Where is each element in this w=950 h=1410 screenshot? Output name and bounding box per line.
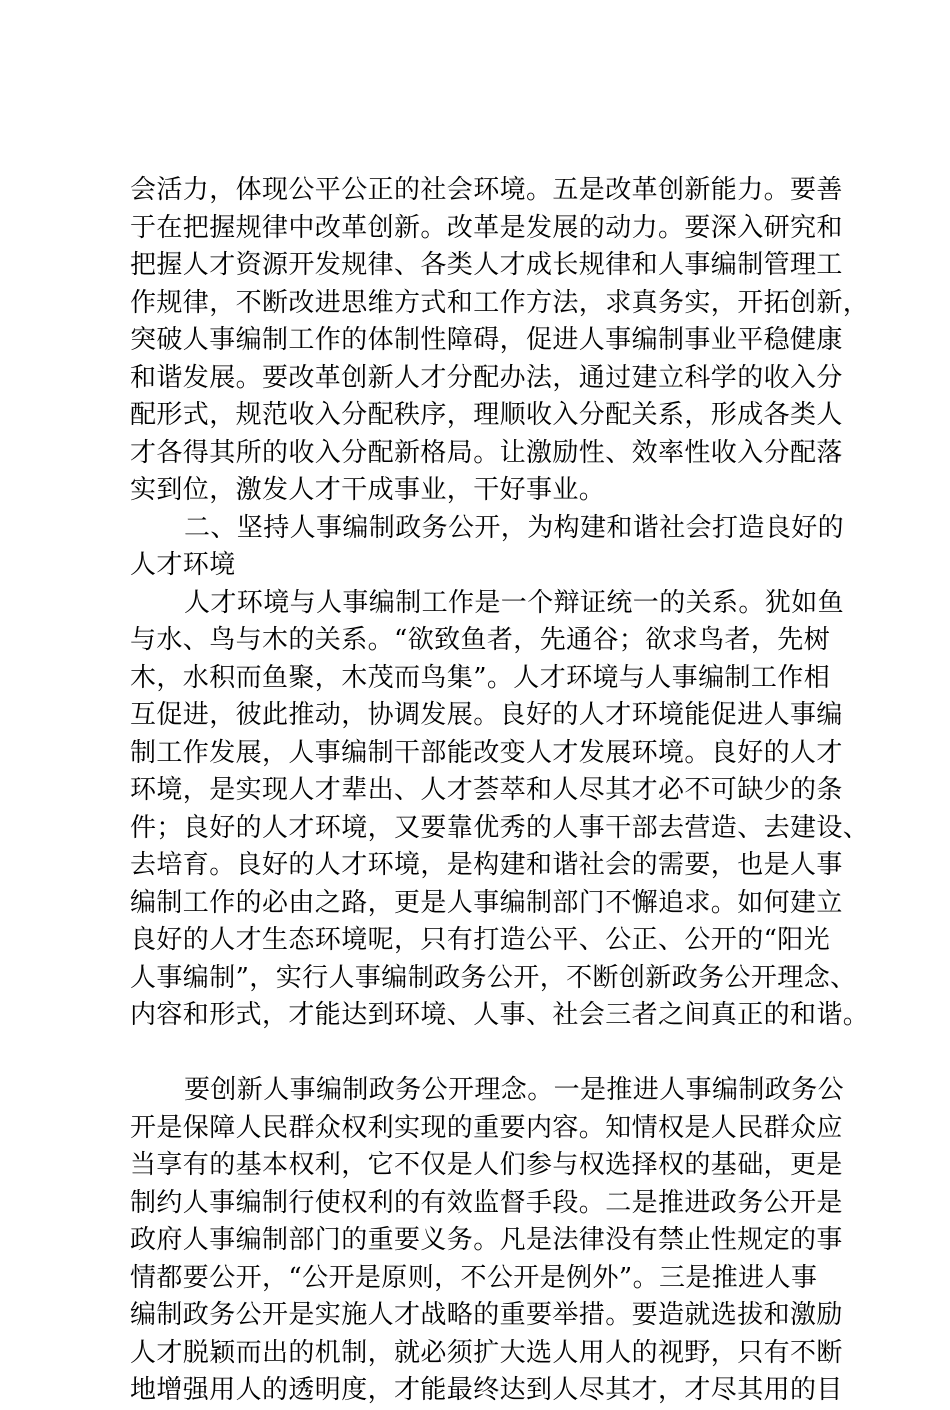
text-line: 当享有的基本权利，它不仅是人们参与权选择权的基础，更是 xyxy=(130,1150,843,1180)
text-line: 情都要公开，“公开是原则，不公开是例外”。三是推进人事 xyxy=(130,1262,818,1293)
section-heading-line: 二、坚持人事编制政务公开，为构建和谐社会打造良好的 xyxy=(184,512,845,543)
text-line: 人才环境与人事编制工作是一个辩证统一的关系。犹如鱼 xyxy=(184,587,845,618)
text-line: 把握人才资源开发规律、各类人才成长规律和人事编制管理工 xyxy=(130,250,843,280)
text-line: 作规律，不断改进思维方式和工作方法，求真务实，开拓创新， xyxy=(130,287,870,318)
text-line: 才各得其所的收入分配新格局。让激励性、效率性收入分配落 xyxy=(130,437,843,468)
text-line: 地增强用人的透明度，才能最终达到人尽其才，才尽其用的目 xyxy=(130,1375,843,1405)
text-line: 于在把握规律中改革创新。改革是发展的动力。要深入研究和 xyxy=(130,212,843,243)
text-line: 配形式，规范收入分配秩序，理顺收入分配关系，形成各类人 xyxy=(130,400,843,430)
text-line: 去培育。良好的人才环境，是构建和谐社会的需要，也是人事 xyxy=(130,850,843,880)
text-line: 开是保障人民群众权利实现的重要内容。知情权是人民群众应 xyxy=(130,1112,843,1143)
text-line: 会活力，体现公平公正的社会环境。五是改革创新能力。要善 xyxy=(130,175,843,205)
text-line: 件；良好的人才环境，又要靠优秀的人事干部去营造、去建设、 xyxy=(130,812,870,843)
text-line: 内容和形式，才能达到环境、人事、社会三者之间真正的和谐。 xyxy=(130,1000,870,1030)
text-line: 木，水积而鱼聚，木茂而鸟集”。人才环境与人事编制工作相 xyxy=(130,662,831,693)
text-line: 人才脱颖而出的机制，就必须扩大选人用人的视野，只有不断 xyxy=(130,1337,843,1368)
section-heading-line: 人才环境 xyxy=(130,550,236,580)
text-line: 编制政务公开是实施人才战略的重要举措。要造就选拔和激励 xyxy=(130,1300,843,1330)
text-line: 编制工作的必由之路，更是人事编制部门不懈追求。如何建立 xyxy=(130,887,843,918)
text-line: 环境，是实现人才辈出、人才荟萃和人尽其才必不可缺少的条 xyxy=(130,775,843,805)
body-text xyxy=(130,172,870,1410)
text-line: 突破人事编制工作的体制性障碍，促进人事编制事业平稳健康 xyxy=(130,325,843,355)
text-line: 政府人事编制部门的重要义务。凡是法律没有禁止性规定的事 xyxy=(130,1225,843,1255)
text-line: 和谐发展。要改革创新人才分配办法，通过建立科学的收入分 xyxy=(130,362,843,393)
text-line: 实到位，激发人才干成事业，干好事业。 xyxy=(130,475,606,505)
text-line: 制约人事编制行使权利的有效监督手段。二是推进政务公开是 xyxy=(130,1187,843,1218)
text-line: 要创新人事编制政务公开理念。一是推进人事编制政务公 xyxy=(184,1075,845,1105)
text-line: 制工作发展，人事编制干部能改变人才发展环境。良好的人才 xyxy=(130,737,843,768)
text-line: 互促进，彼此推动，协调发展。良好的人才环境能促进人事编 xyxy=(130,700,843,730)
text-line: 人事编制”，实行人事编制政务公开，不断创新政务公开理念、 xyxy=(130,962,857,993)
paragraph-gap xyxy=(130,1035,830,1073)
text-line: 良好的人才生态环境呢，只有打造公平、公正、公开的“阳光 xyxy=(130,925,831,955)
text-line: 与水、鸟与木的关系。“欲致鱼者，先通谷；欲求鸟者，先树 xyxy=(130,625,831,655)
